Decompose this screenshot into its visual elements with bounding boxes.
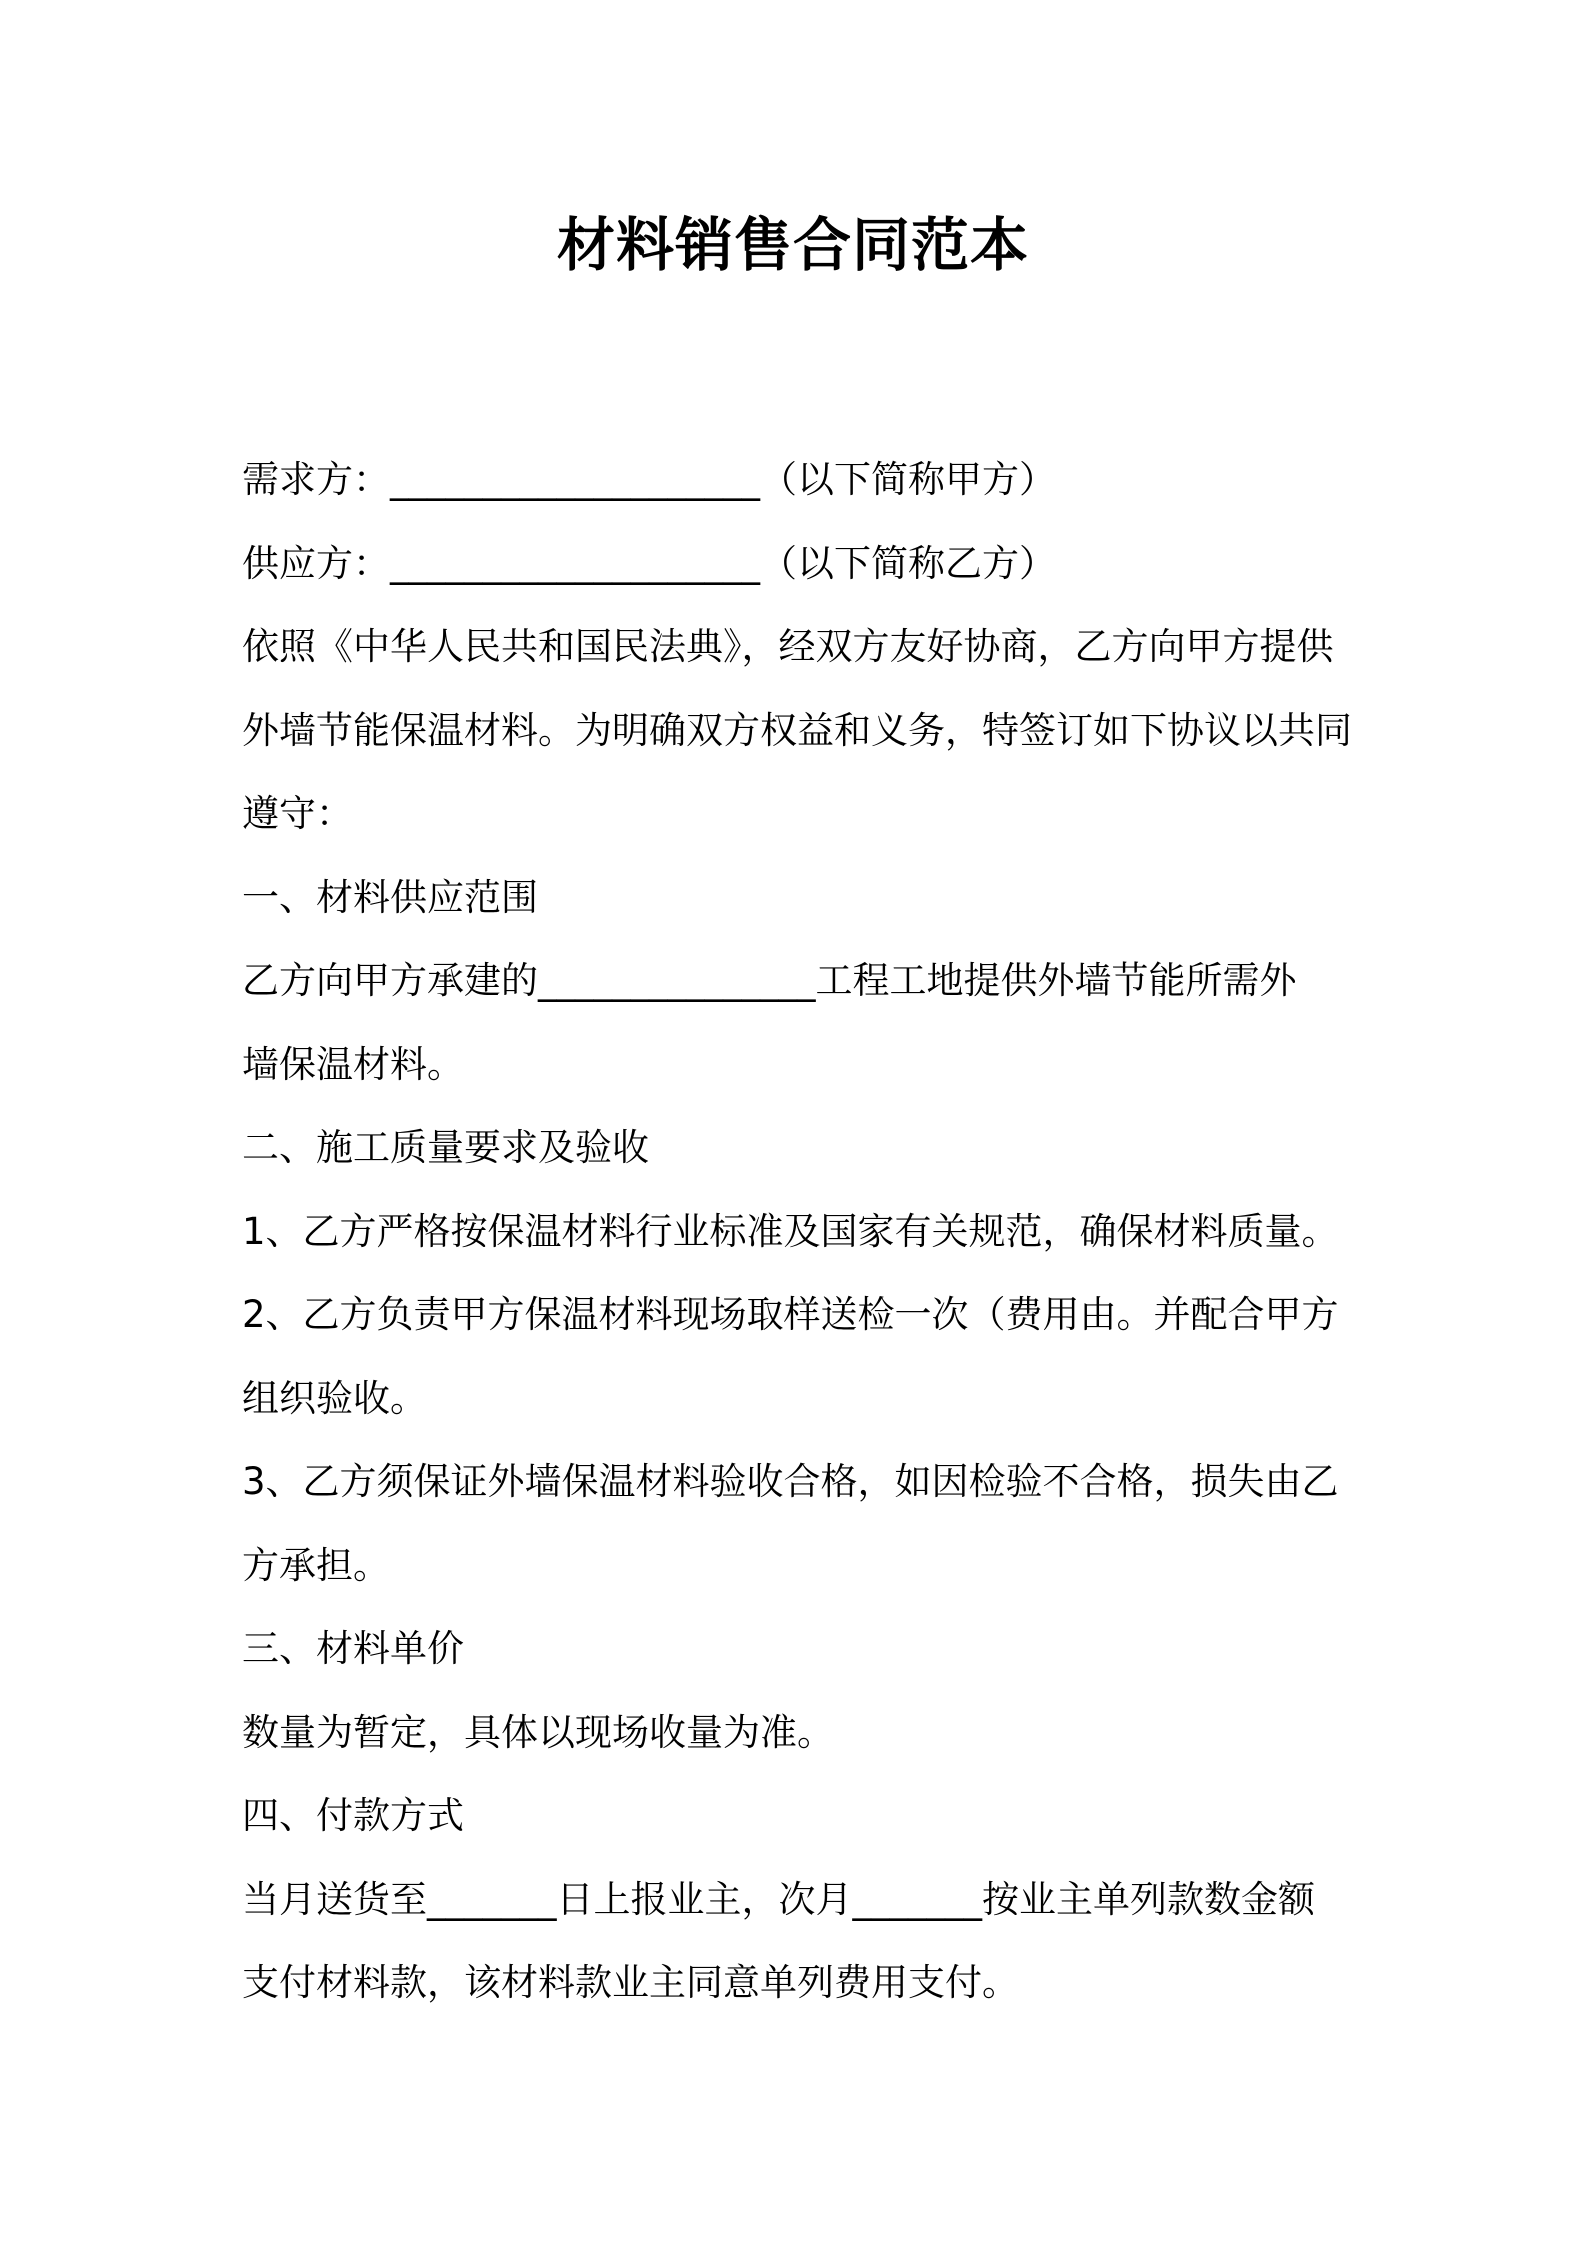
party-b-line: 供应方：____________________（以下简称乙方） xyxy=(242,541,1056,585)
preamble-line-2: 外墙节能保温材料。为明确双方权益和义务，特签订如下协议以共同 xyxy=(242,708,1352,752)
section-heading-1: 一、材料供应范围 xyxy=(242,875,538,919)
preamble-line-3: 遵守： xyxy=(242,792,353,835)
preamble-line-1: 依照《中华人民共和国民法典》，经双方友好协商，乙方向甲方提供 xyxy=(242,625,1334,668)
section-heading-4: 四、付款方式 xyxy=(242,1794,464,1837)
clause-item-2: 2、乙方负责甲方保温材料现场取样送检一次（费用由。并配合甲方 xyxy=(242,1293,1339,1336)
document-title: 材料销售合同范本 xyxy=(556,211,1029,279)
paragraph-line: 支付材料款，该材料款业主同意单列费用支付。 xyxy=(242,1961,1019,2004)
party-a-line: 需求方：____________________（以下简称甲方） xyxy=(242,458,1056,501)
clause-item-2-continued: 组织验收。 xyxy=(242,1376,427,1420)
document-body xyxy=(242,438,1362,2025)
paragraph-line: 当月送货至_______日上报业主，次月_______按业主单列款数金额 xyxy=(242,1877,1315,1921)
clause-item-1: 1、乙方严格按保温材料行业标准及国家有关规范，确保材料质量。 xyxy=(242,1209,1339,1253)
paragraph-line: 墙保温材料。 xyxy=(242,1042,464,1086)
clause-item-3: 3、乙方须保证外墙保温材料验收合格，如因检验不合格，损失由乙 xyxy=(242,1460,1339,1503)
paragraph-line: 乙方向甲方承建的_______________工程工地提供外墙节能所需外 xyxy=(242,959,1297,1002)
section-heading-2: 二、施工质量要求及验收 xyxy=(242,1126,649,1169)
clause-item-3-continued: 方承担。 xyxy=(242,1543,390,1587)
section-heading-3: 三、材料单价 xyxy=(242,1627,464,1670)
paragraph-line: 数量为暂定，具体以现场收量为准。 xyxy=(242,1710,834,1754)
